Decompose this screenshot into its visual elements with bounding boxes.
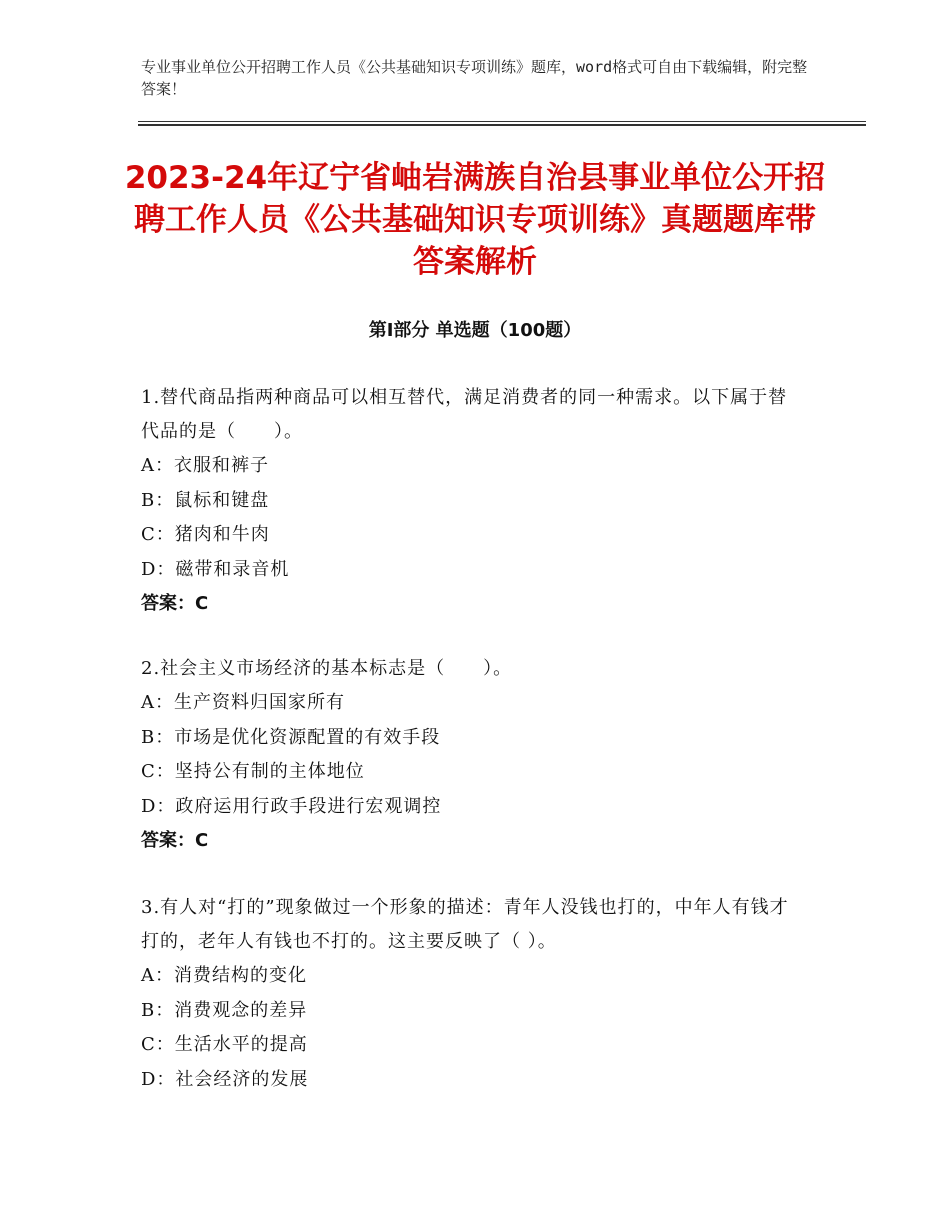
option-a: A：生产资料归国家所有: [141, 692, 345, 713]
question-stem: 1.替代商品指两种商品可以相互替代，满足消费者的同一种需求。以下属于替代品的是（ ）。: [141, 387, 788, 442]
question-stem: 2.社会主义市场经济的基本标志是（ ）。: [141, 658, 513, 679]
option-c: C：生活水平的提高: [141, 1034, 308, 1055]
answer: 答案：C: [141, 830, 209, 851]
option-b: B：鼠标和键盘: [141, 489, 270, 511]
question-1: [141, 381, 801, 621]
option-d: D：社会经济的发展: [141, 1068, 309, 1090]
question-2: [141, 652, 801, 858]
option-b: B：市场是优化资源配置的有效手段: [141, 726, 441, 748]
answer: 答案：C: [141, 593, 209, 614]
option-b: B：消费观念的差异: [141, 999, 308, 1021]
section-heading: 第Ⅰ部分 单选题（100题）: [368, 320, 582, 341]
option-c: C：坚持公有制的主体地位: [141, 761, 365, 782]
header-divider-thick: [138, 124, 866, 126]
question-stem: 3.有人对“打的”现象做过一个形象的描述：青年人没钱也打的，中年人有钱才打的，老年人有钱也不打的。这主要反映了（ ）。: [141, 897, 789, 952]
document-title: 2023-24年辽宁省岫岩满族自治县事业单位公开招聘工作人员《公共基础知识专项训练》真题题库带答案解析: [124, 160, 826, 280]
option-d: D：磁带和录音机: [141, 558, 290, 580]
option-c: C：猪肉和牛肉: [141, 524, 270, 545]
option-d: D：政府运用行政手段进行宏观调控: [141, 795, 442, 817]
header-divider-thin: [138, 121, 866, 122]
header-note: 专业事业单位公开招聘工作人员《公共基础知识专项训练》题库，word格式可自由下载编辑，附完整答案！: [141, 58, 808, 98]
option-a: A：衣服和裤子: [141, 455, 269, 476]
question-3: [141, 891, 801, 1097]
option-a: A：消费结构的变化: [141, 965, 307, 986]
